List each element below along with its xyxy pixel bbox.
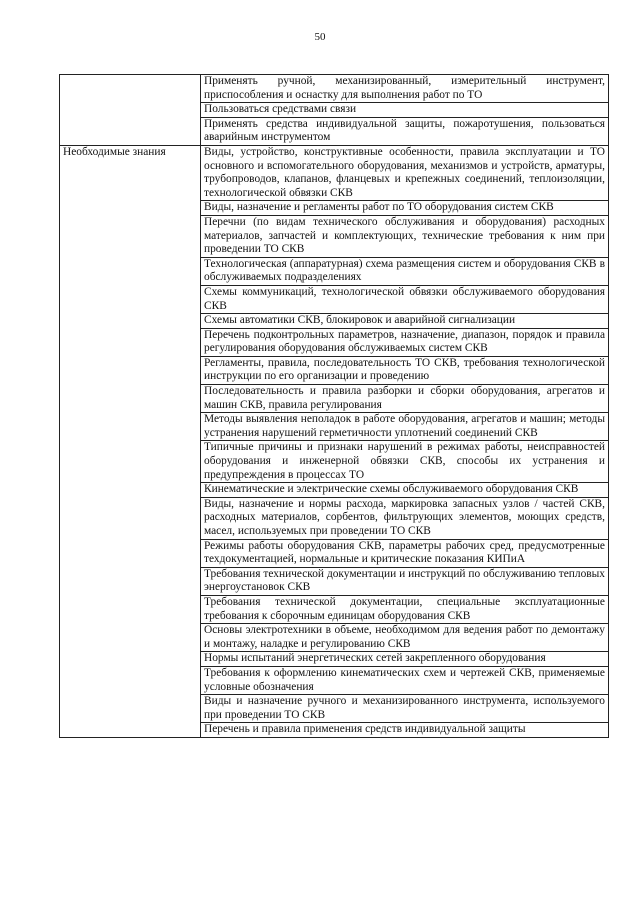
table-cell: Методы выявления неполадок в работе оборудования, агрегатов и машин; методы устранения нарушений герметичности уплотнений соединений СКВ [201,413,609,441]
table-cell: Требования технической документации и инструкций по обслуживанию тепловых энергоустановок СКВ [201,567,609,595]
table-cell: Схемы коммуникаций, технологической обвязки обслуживаемого оборудования СКВ [201,285,609,313]
table-cell: Регламенты, правила, последовательность ТО СКВ, требования технологической инструкции по его организации и проведению [201,356,609,384]
table-cell: Технологическая (аппаратурная) схема размещения систем и оборудования СКВ в обслуживаемых подразделениях [201,257,609,285]
left-cell-empty [60,75,201,146]
table-cell: Кинематические и электрические схемы обслуживаемого оборудования СКВ [201,483,609,498]
table-cell: Виды, назначение и нормы расхода, маркировка запасных узлов / частей СКВ, расходных материалов, сорбентов, фильтрующих элементов, моющих средств, масел, используемых при проведении ТО СКВ [201,497,609,539]
table-cell: Схемы автоматики СКВ, блокировок и аварийной сигнализации [201,314,609,329]
table-cell: Применять средства индивидуальной защиты, пожаротушения, пользоваться аварийным инструментом [201,117,609,145]
table-cell: Режимы работы оборудования СКВ, параметры рабочих сред, предусмотренные техдокументацией, нормальные и критические показания КИПиА [201,539,609,567]
table-cell: Виды, назначение и регламенты работ по ТО оборудования систем СКВ [201,201,609,216]
table-cell: Требования к оформлению кинематических схем и чертежей СКВ, применяемые условные обозначения [201,666,609,694]
table-cell: Типичные причины и признаки нарушений в режимах работы, неисправностей оборудования и инженерной обвязки СКВ, способы их устранения и предупреждения в процессах ТО [201,441,609,483]
table-cell: Основы электротехники в объеме, необходимом для ведения работ по демонтажу и монтажу, наладке и регулированию СКВ [201,624,609,652]
table-cell: Последовательность и правила разборки и сборки оборудования, агрегатов и машин СКВ, правила регулирования [201,385,609,413]
table-row [60,75,609,103]
table-cell: Виды и назначение ручного и механизированного инструмента, используемого при проведении ТО СКВ [201,695,609,723]
table-cell: Перечни (по видам технического обслуживания и оборудования) расходных материалов, запчастей и комплектующих, технические требования к ним при проведении ТО СКВ [201,215,609,257]
table-cell: Виды, устройство, конструктивные особенности, правила эксплуатации и ТО основного и вспомогательного оборудования, механизмов и устройств, арматуры, трубопроводов, клапанов, фланцевых и крепежных соединений, теплоизоляции, технологической обвязки СКВ [201,145,609,200]
table-cell: Пользоваться средствами связи [201,103,609,118]
page-number: 50 [314,31,326,43]
table-row [60,145,609,200]
table-cell: Нормы испытаний энергетических сетей закрепленного оборудования [201,652,609,667]
table-cell: Требования технической документации, специальные эксплуатационные требования к сборочным единицам оборудования СКВ [201,595,609,623]
table-cell: Перечень подконтрольных параметров, назначение, диапазон, порядок и правила регулирования оборудования обслуживаемых систем СКВ [201,328,609,356]
knowledge-table [59,74,609,738]
table-cell: Применять ручной, механизированный, измерительный инструмент, приспособления и оснастку для выполнения работ по ТО [201,75,609,103]
table-cell: Перечень и правила применения средств индивидуальной защиты [201,723,609,738]
knowledge-label: Необходимые знания [60,145,201,737]
